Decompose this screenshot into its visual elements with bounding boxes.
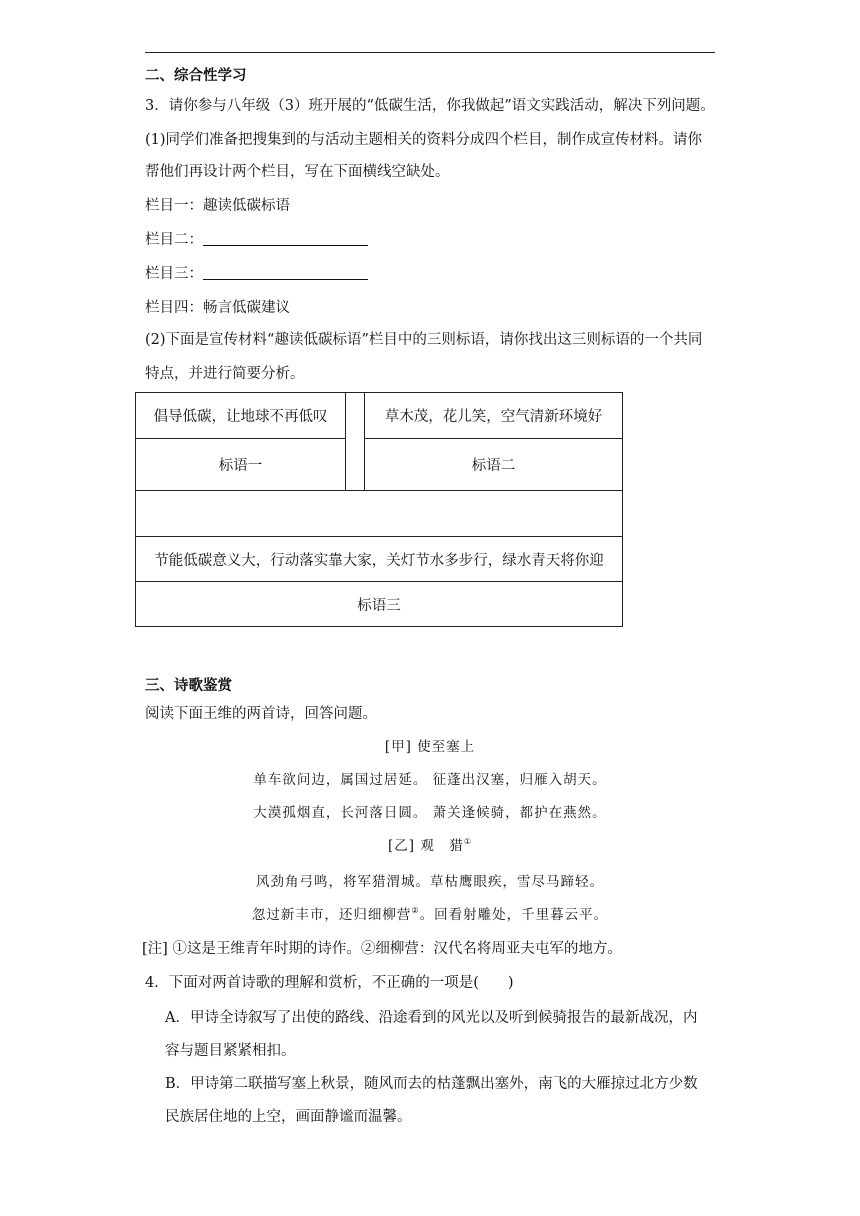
slogan-2-text: 草木茂，花儿笑，空气清新环境好 (364, 392, 623, 439)
column-4: 栏目四：畅言低碳建议 (145, 300, 290, 316)
header-rule (145, 52, 715, 53)
poem2-line2: 忽过新丰市，还归细柳营②。回看射雕处，千里暮云平。 (251, 906, 609, 923)
question-3-2-line2: 特点，并进行简要分析。 (145, 366, 305, 382)
option-a-line1: A．甲诗全诗叙写了出使的路线、沿途看到的风光以及听到候骑报告的最新战况，内 (165, 1010, 698, 1026)
column-2: 栏目二： (145, 230, 368, 250)
poem2-title: [乙] 观 猎① (388, 837, 472, 854)
slogan-2-label: 标语二 (364, 438, 623, 491)
poem-note: [注] ①这是王维青年时期的诗作。②细柳营：汉代名将周亚夫屯军的地方。 (142, 941, 622, 957)
column-3: 栏目三： (145, 264, 368, 284)
slogan-table (135, 392, 623, 627)
answer-blank-3[interactable] (203, 265, 368, 280)
column-1: 栏目一：趣读低碳标语 (145, 198, 290, 214)
slogan-3-text: 节能低碳意义大，行动落实靠大家，关灯节水多步行，绿水青天将你迎 (135, 536, 623, 582)
question-3-2-line1: (2)下面是宣传材料“趣读低碳标语”栏目中的三则标语，请你找出这三则标语的一个共同 (145, 332, 703, 348)
slogan-3-label: 标语三 (135, 581, 623, 627)
poem2-line1: 风劲角弓鸣，将军猎渭城。草枯鹰眼疾，雪尽马蹄轻。 (256, 874, 604, 890)
section2-heading: 二、综合性学习 (145, 67, 247, 84)
answer-blank-2[interactable] (203, 231, 368, 246)
poem1-title: [甲] 使至塞上 (384, 739, 476, 755)
empty-row (135, 490, 623, 537)
footnote-mark-1: ① (463, 837, 472, 846)
option-b-line2: 民族居住地的上空，画面静谧而温馨。 (165, 1109, 412, 1125)
slogan-1-text: 倡导低碳，让地球不再低叹 (135, 392, 346, 439)
question-3-1-line1: (1)同学们准备把搜集到的与活动主题相关的资料分成四个栏目，制作成宣传材料。请你 (145, 132, 703, 148)
poem1-line1: 单车欲问边，属国过居延。 征蓬出汉塞，归雁入胡天。 (253, 772, 607, 788)
option-a-line2: 容与题目紧紧相扣。 (165, 1043, 296, 1059)
question-3-1-line2: 帮他们再设计两个栏目，写在下面横线空缺处。 (145, 164, 450, 180)
poem-intro: 阅读下面王维的两首诗，回答问题。 (145, 706, 377, 722)
poem1-line2: 大漠孤烟直，长河落日圆。 萧关逢候骑，都护在燕然。 (253, 805, 607, 821)
question-4: 4．下面对两首诗歌的理解和赏析，不正确的一项是( ) (145, 975, 514, 991)
table-gap-cell (345, 392, 365, 491)
option-b-line1: B．甲诗第二联描写塞上秋景，随风而去的枯蓬飘出塞外，南飞的大雁掠过北方少数 (165, 1076, 698, 1092)
section3-heading: 三、诗歌鉴赏 (145, 677, 232, 694)
footnote-mark-2: ② (411, 906, 420, 915)
question-3: 3．请你参与八年级（3）班开展的“低碳生活，你我做起”语文实践活动，解决下列问题。 (145, 98, 715, 114)
slogan-1-label: 标语一 (135, 438, 346, 491)
